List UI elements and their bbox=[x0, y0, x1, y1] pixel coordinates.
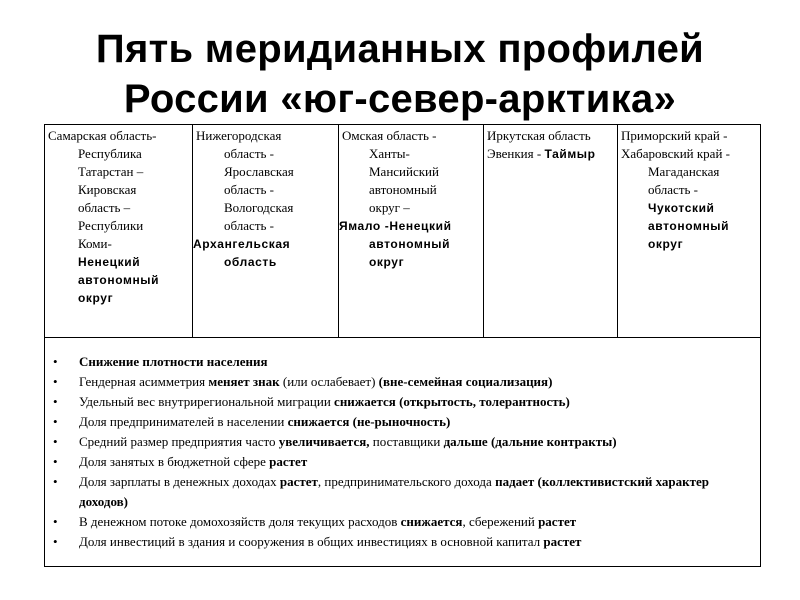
fact-item bbox=[49, 452, 760, 472]
region-line: Республики bbox=[78, 218, 144, 233]
region-line: область – bbox=[78, 200, 131, 215]
region-line: Кировская bbox=[78, 182, 137, 197]
fact-text-bold: меняет знак bbox=[208, 374, 280, 389]
region-line: Ханты- bbox=[369, 146, 410, 161]
region-text: Эвенкия - bbox=[487, 146, 542, 161]
fact-text-bold: растет bbox=[543, 534, 582, 549]
fact-item bbox=[49, 432, 760, 452]
fact-text: , сбережений bbox=[462, 514, 539, 529]
fact-item bbox=[49, 532, 760, 552]
fact-text: Удельный вес внутрирегиональной миграции bbox=[79, 394, 335, 409]
region-line-bold: Ямало -Ненецкий bbox=[339, 219, 452, 233]
region-line: Приморский край - bbox=[621, 128, 728, 143]
fact-text: Доля инвестиций в здания и сооружения в общих инвестициях в основной капитал bbox=[79, 534, 544, 549]
region-line-bold: автономный bbox=[648, 219, 730, 233]
region-line-bold: Чукотский bbox=[648, 201, 715, 215]
region-line: Вологодская bbox=[224, 200, 294, 215]
fact-text: Средний размер предприятия часто bbox=[79, 434, 279, 449]
fact-text: Доля предпринимателей в населении bbox=[79, 414, 288, 429]
fact-text: Гендерная асимметрия bbox=[79, 374, 209, 389]
bullet-icon: • bbox=[53, 394, 58, 409]
regions-row bbox=[45, 125, 761, 338]
facts-cell bbox=[45, 338, 761, 567]
bullet-icon: • bbox=[53, 434, 58, 449]
profile-cell-1 bbox=[45, 125, 193, 338]
bullet-icon: • bbox=[53, 374, 58, 389]
profile-cell-2 bbox=[193, 125, 339, 338]
fact-text-bold: снижается (открытость, толерантность) bbox=[334, 394, 570, 409]
fact-item bbox=[49, 512, 760, 532]
bullet-icon: • bbox=[53, 534, 58, 549]
profile-cell-3 bbox=[339, 125, 484, 338]
region-line: Мансийский bbox=[369, 164, 439, 179]
region-line: автономный bbox=[369, 182, 437, 197]
bullet-icon: • bbox=[53, 414, 58, 429]
fact-text: поставщики bbox=[369, 434, 444, 449]
facts-list bbox=[45, 352, 760, 552]
title-line-1: Пять меридианных профилей bbox=[95, 27, 705, 71]
fact-text-bold: растет bbox=[538, 514, 577, 529]
region-line: область - bbox=[224, 182, 275, 197]
profile-cell-4 bbox=[484, 125, 618, 338]
fact-text-bold: снижается (не-рыночность) bbox=[287, 414, 451, 429]
fact-text-bold: Снижение плотности населения bbox=[79, 354, 268, 369]
region-line: Магаданская bbox=[648, 164, 720, 179]
bullet-icon: • bbox=[53, 474, 58, 489]
fact-text: (или ослабевает) bbox=[279, 374, 379, 389]
region-line-bold: округ bbox=[369, 255, 405, 269]
region-line: Омская область - bbox=[342, 128, 437, 143]
region-line-bold: автономный bbox=[78, 273, 160, 287]
region-line: Нижегородская bbox=[196, 128, 282, 143]
region-line-bold: автономный bbox=[369, 237, 451, 251]
region-line: Республика bbox=[78, 146, 142, 161]
fact-text: Доля занятых в бюджетной сфере bbox=[79, 454, 270, 469]
fact-text-bold: падает (коллективистский характер доходов) bbox=[79, 474, 710, 509]
fact-text-bold: дальше (дальние контракты) bbox=[443, 434, 617, 449]
fact-text: Доля зарплаты в денежных доходах bbox=[79, 474, 280, 489]
region-line-bold: Архангельская bbox=[193, 237, 291, 251]
region-line: область - bbox=[224, 218, 275, 233]
fact-text-bold: (вне-семейная социализация) bbox=[378, 374, 553, 389]
region-line-bold: Ненецкий bbox=[78, 255, 141, 269]
bullet-icon: • bbox=[53, 454, 58, 469]
fact-text: В денежном потоке домохозяйств доля текущих расходов bbox=[79, 514, 401, 529]
fact-text-bold: увеличивается, bbox=[278, 434, 370, 449]
profiles-table bbox=[44, 124, 761, 567]
region-line bbox=[484, 145, 617, 163]
region-line: Иркутская область bbox=[487, 128, 591, 143]
region-line: область - bbox=[224, 146, 275, 161]
region-line: Коми- bbox=[78, 236, 112, 251]
fact-text-bold: растет bbox=[269, 454, 308, 469]
region-line: область - bbox=[648, 182, 699, 197]
fact-item bbox=[49, 392, 760, 412]
region-line-bold: округ bbox=[78, 291, 114, 305]
fact-item bbox=[49, 472, 760, 512]
fact-item bbox=[49, 412, 760, 432]
region-line: Ярославская bbox=[224, 164, 294, 179]
profile-cell-5 bbox=[618, 125, 761, 338]
region-text-bold: Таймыр bbox=[544, 147, 596, 161]
region-line: Самарская область- bbox=[48, 128, 157, 143]
region-line: округ – bbox=[369, 200, 410, 215]
fact-text-bold: растет bbox=[279, 474, 318, 489]
region-line-bold: округ bbox=[648, 237, 684, 251]
region-line-bold: область bbox=[224, 255, 277, 269]
fact-text-bold: снижается bbox=[400, 514, 463, 529]
fact-text: , предпринимательского дохода bbox=[317, 474, 496, 489]
bullet-icon: • bbox=[53, 514, 58, 529]
facts-row bbox=[45, 338, 761, 567]
fact-item bbox=[49, 372, 760, 392]
bullet-icon: • bbox=[53, 354, 58, 369]
region-line: Татарстан – bbox=[78, 164, 144, 179]
page-title bbox=[0, 24, 800, 124]
region-line: Хабаровский край - bbox=[621, 146, 730, 161]
fact-item bbox=[49, 352, 760, 372]
title-line-2: России «юг-север-арктика» bbox=[123, 77, 677, 121]
